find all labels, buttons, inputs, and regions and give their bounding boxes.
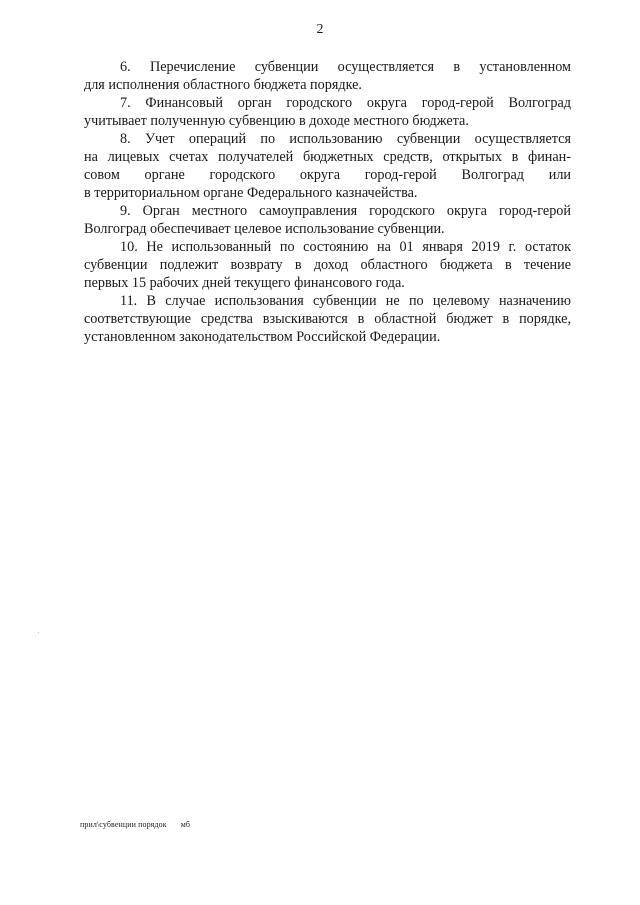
paragraph-11-line-3: установленном законодательством Российской Федерации. — [84, 329, 441, 345]
paragraph-8-line-4: в территориальном органе Федерального казначейства. — [84, 185, 418, 201]
paragraph-8-line-2: на лицевых счетах получателей бюджетных средств, открытых в финан- — [84, 149, 571, 165]
footer-code: мб — [180, 820, 191, 829]
page-number: 2 — [316, 22, 324, 37]
paragraph-9-line-1: 9. Орган местного самоуправления городского округа город-герой — [120, 203, 571, 219]
paragraph-7-line-2: учитывает полученную субвенцию в доходе местного бюджета. — [84, 113, 469, 129]
paragraph-10-line-2: субвенции подлежит возврату в доход областного бюджета в течение — [84, 257, 571, 273]
footer — [80, 820, 190, 829]
paragraph-9-line-2: Волгоград обеспечивает целевое использование субвенции. — [84, 221, 445, 237]
paragraph-6-line-2: для исполнения областного бюджета порядке. — [84, 77, 362, 93]
paragraph-6-line-1: 6. Перечисление субвенции осуществляется в установленном — [120, 59, 571, 75]
footer-file-path: прил\субвенции порядок — [80, 820, 167, 829]
paragraph-7-line-1: 7. Финансовый орган городского округа город-герой Волгоград — [120, 95, 571, 111]
paragraph-11-line-1: 11. В случае использования субвенции не по целевому назначению — [120, 293, 571, 309]
paragraph-10-line-3: первых 15 рабочих дней текущего финансового года. — [84, 275, 405, 291]
paragraph-11-line-2: соответствующие средства взыскиваются в областной бюджет в порядке, — [84, 311, 571, 327]
paragraph-8-line-3: совом органе городского округа город-герой Волгоград или — [84, 167, 571, 183]
paragraph-10-line-1: 10. Не использованный по состоянию на 01 января 2019 г. остаток — [120, 239, 571, 255]
paragraph-8-line-1: 8. Учет операций по использованию субвенции осуществляется — [120, 131, 571, 147]
scan-speck — [38, 632, 39, 633]
